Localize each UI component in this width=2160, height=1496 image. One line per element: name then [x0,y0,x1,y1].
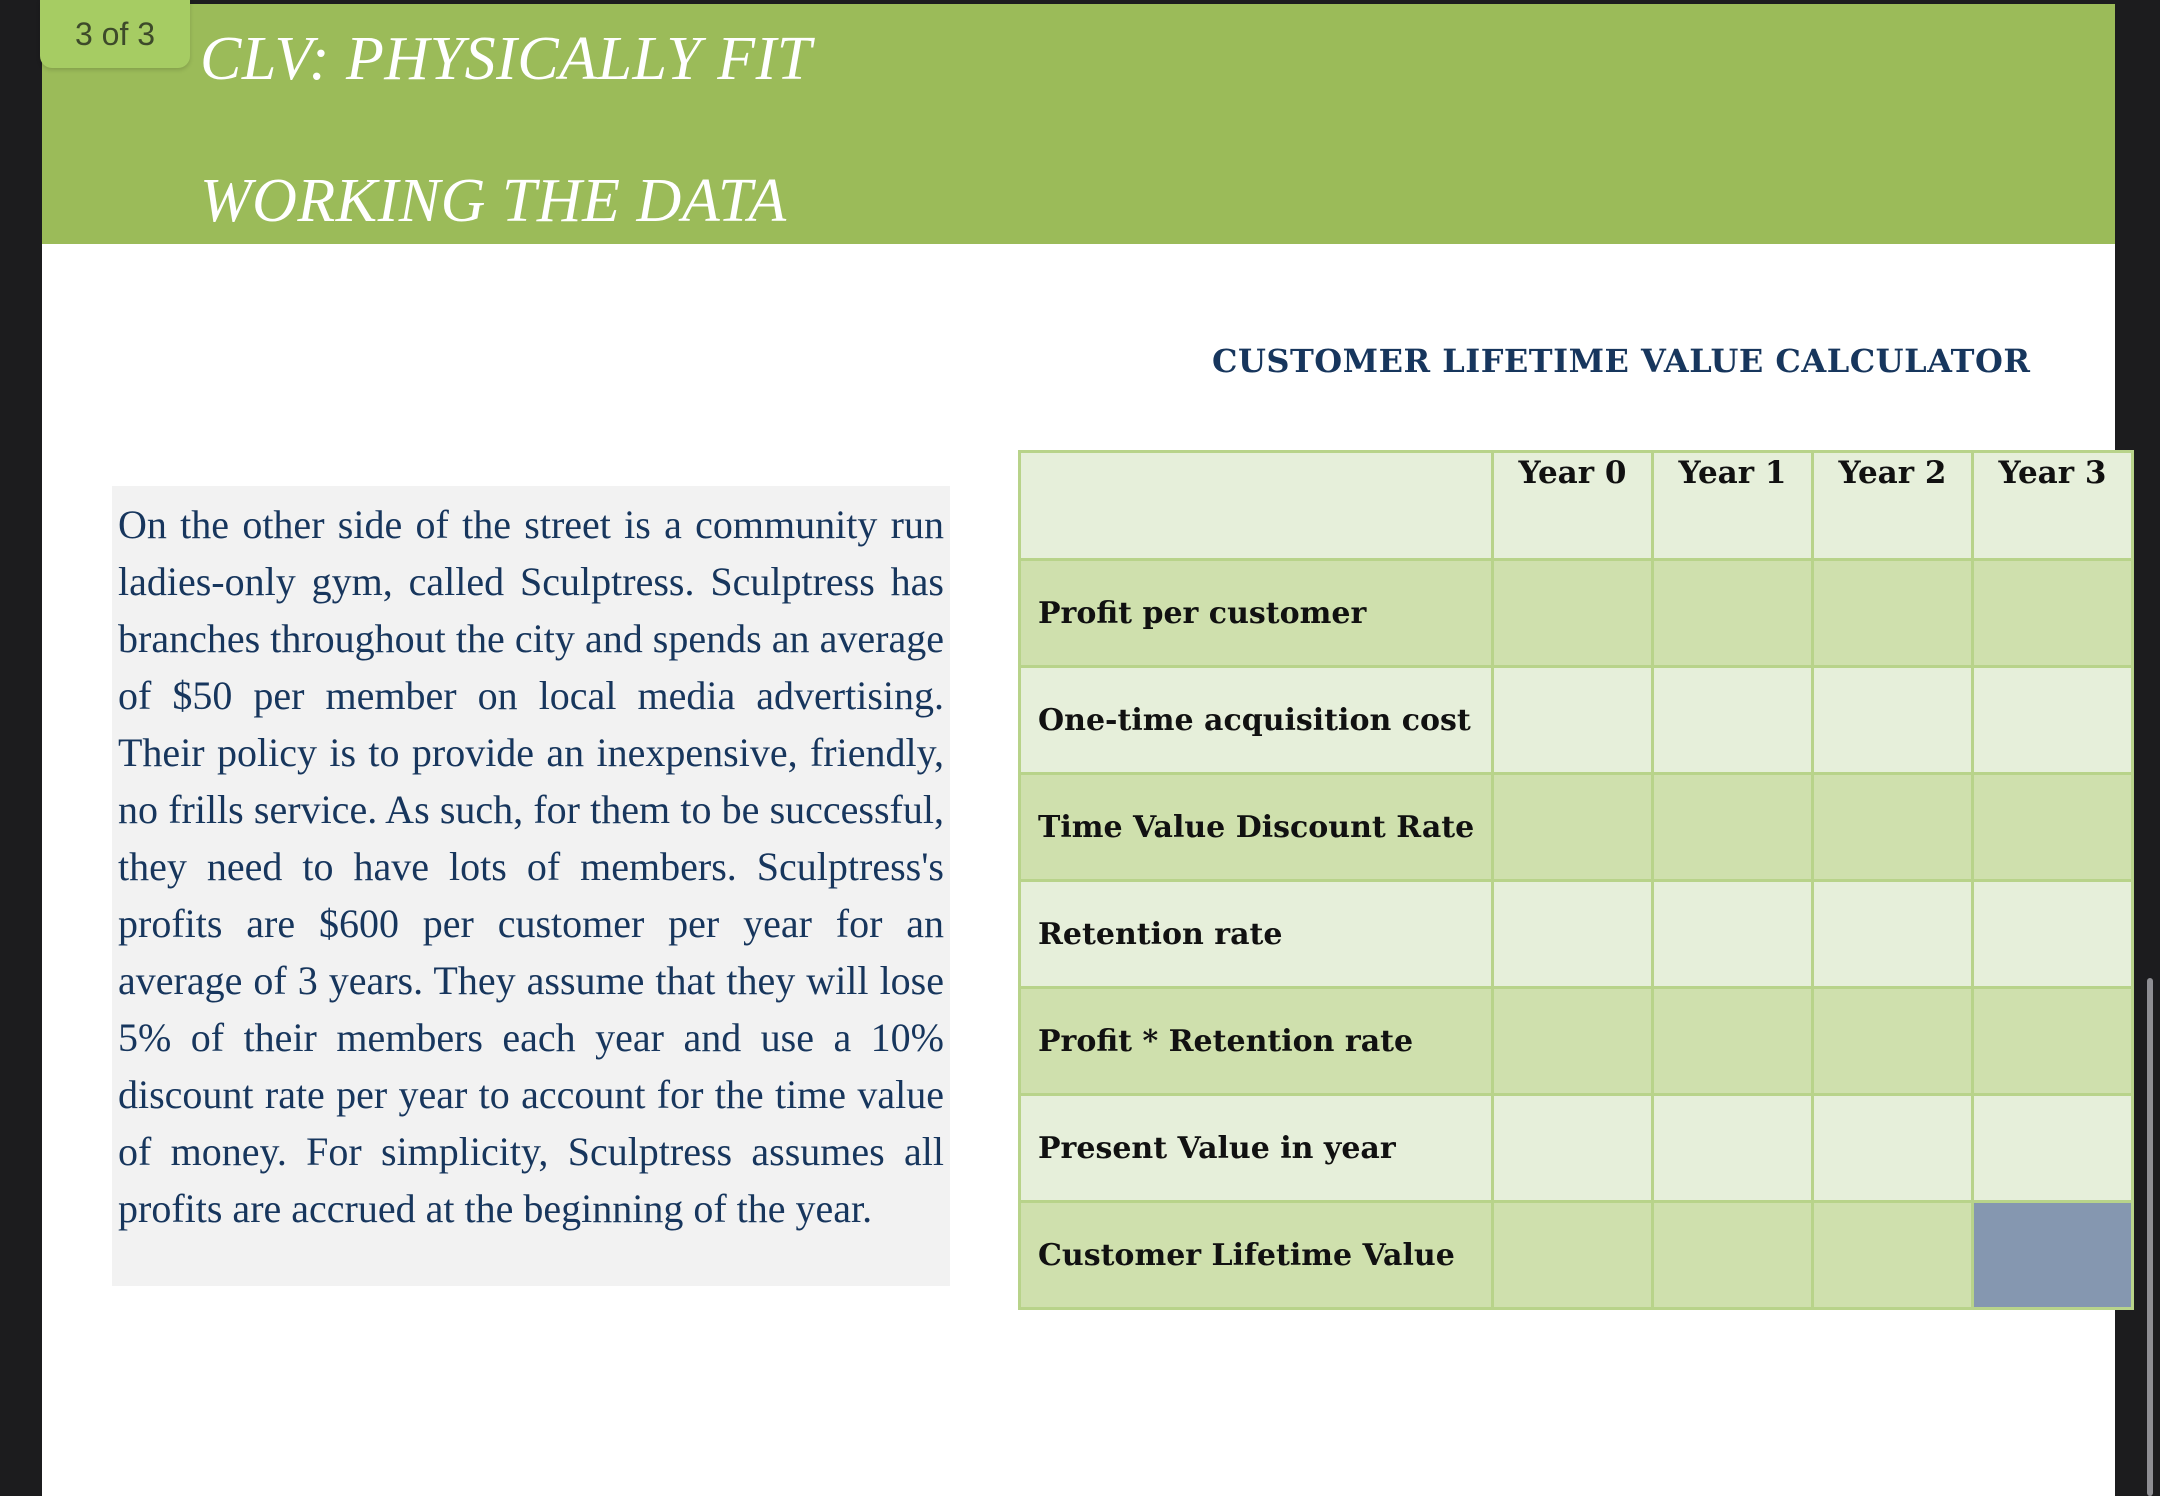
column-header-year-2: Year 2 [1813,452,1973,560]
cell-retention-year-1[interactable] [1653,881,1813,988]
row-label: Time Value Discount Rate [1020,774,1493,881]
row-label: One-time acquisition cost [1020,667,1493,774]
cell-acquisition-year-2[interactable] [1813,667,1973,774]
row-retention-rate [1020,881,2133,988]
cell-profit-year-0[interactable] [1493,560,1653,667]
row-acquisition-cost [1020,667,2133,774]
cell-profit-year-3[interactable] [1973,560,2133,667]
cell-clv-year-0[interactable] [1493,1202,1653,1309]
cell-present-value-year-3[interactable] [1973,1095,2133,1202]
cell-profit-retention-year-2[interactable] [1813,988,1973,1095]
table-header-row [1020,452,2133,560]
cell-retention-year-0[interactable] [1493,881,1653,988]
cell-profit-year-2[interactable] [1813,560,1973,667]
row-present-value [1020,1095,2133,1202]
column-header-year-1: Year 1 [1653,452,1813,560]
case-description: On the other side of the street is a community run ladies-only gym, called Sculptress. Sculptress has branches throughout the city and spends an average of $50 per member on local media advertising. Their policy is to provide an inexpensive, friendly, no frills service. As such, for them to be successful, they need to have lots of members. Sculptress's profits are $600 per customer per year for an average of 3 years. They assume that they will lose 5% of their members each year and use a 10% discount rate per year to account for the time value of money. For simplicity, Sculptress assumes all profits are accrued at the beginning of the year. [112,486,950,1286]
cell-discount-year-3[interactable] [1973,774,2133,881]
cell-profit-retention-year-0[interactable] [1493,988,1653,1095]
cell-acquisition-year-0[interactable] [1493,667,1653,774]
banner-title: CLV: PHYSICALLY FIT [200,25,812,93]
cell-present-value-year-0[interactable] [1493,1095,1653,1202]
document-page [42,4,2115,1496]
row-profit-times-retention [1020,988,2133,1095]
cell-profit-year-1[interactable] [1653,560,1813,667]
row-discount-rate [1020,774,2133,881]
cell-discount-year-2[interactable] [1813,774,1973,881]
banner-subtitle: WORKING THE DATA [200,167,787,235]
title-banner [42,4,2115,244]
cell-present-value-year-2[interactable] [1813,1095,1973,1202]
cell-acquisition-year-3[interactable] [1973,667,2133,774]
column-header-year-3: Year 3 [1973,452,2133,560]
clv-calculator-table [1018,450,2134,1310]
row-profit-per-customer [1020,560,2133,667]
row-label: Profit * Retention rate [1020,988,1493,1095]
cell-present-value-year-1[interactable] [1653,1095,1813,1202]
row-label: Retention rate [1020,881,1493,988]
row-label: Present Value in year [1020,1095,1493,1202]
cell-retention-year-2[interactable] [1813,881,1973,988]
row-label: Profit per customer [1020,560,1493,667]
cell-discount-year-0[interactable] [1493,774,1653,881]
row-label: Customer Lifetime Value [1020,1202,1493,1309]
cell-acquisition-year-1[interactable] [1653,667,1813,774]
cell-profit-retention-year-3[interactable] [1973,988,2133,1095]
column-header-year-0: Year 0 [1493,452,1653,560]
table-corner-cell [1020,452,1493,560]
page-counter-badge: 3 of 3 [40,0,190,68]
cell-clv-result[interactable] [1973,1202,2133,1309]
cell-clv-year-1[interactable] [1653,1202,1813,1309]
cell-clv-year-2[interactable] [1813,1202,1973,1309]
cell-discount-year-1[interactable] [1653,774,1813,881]
row-customer-lifetime-value [1020,1202,2133,1309]
cell-profit-retention-year-1[interactable] [1653,988,1813,1095]
calculator-title: CUSTOMER LIFETIME VALUE CALCULATOR [1212,342,2031,380]
cell-retention-year-3[interactable] [1973,881,2133,988]
vertical-scrollbar[interactable] [2147,978,2153,1496]
